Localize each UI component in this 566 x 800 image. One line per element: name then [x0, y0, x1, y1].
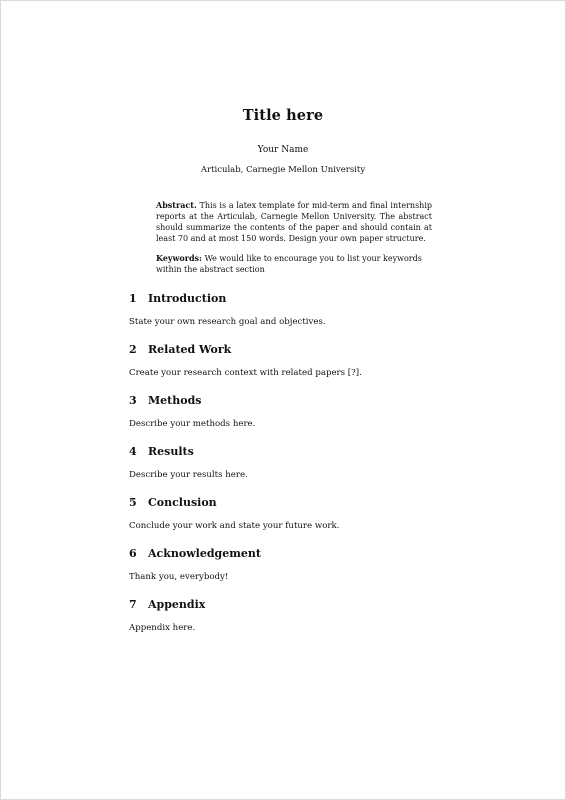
section-title: Conclusion: [148, 496, 217, 509]
section-title: Related Work: [148, 343, 232, 356]
section-body-methods: Describe your methods here.: [129, 419, 256, 429]
section-body-introduction: State your own research goal and objectives.: [129, 317, 326, 327]
section-body-appendix: Appendix here.: [129, 623, 196, 633]
section-body-conclusion: Conclude your work and state your future work.: [129, 521, 340, 531]
section-title: Acknowledgement: [148, 547, 261, 560]
section-heading-related-work: [129, 343, 231, 356]
section-title: Methods: [148, 394, 202, 407]
author-affiliation: Articulab, Carnegie Mellon University: [200, 165, 366, 175]
section-number: 6: [129, 547, 137, 560]
section-heading-appendix: [129, 598, 205, 611]
paper-title: Title here: [242, 107, 324, 124]
keywords-text: We would like to encourage you to list your keywords within the abstract section: [156, 254, 422, 274]
abstract-block: [156, 200, 432, 244]
section-title: Introduction: [148, 292, 227, 305]
section-heading-acknowledgement: [129, 547, 261, 560]
section-number: 2: [129, 343, 137, 356]
section-number: 5: [129, 496, 137, 509]
section-heading-results: [129, 445, 194, 458]
section-body-acknowledgement: Thank you, everybody!: [129, 572, 229, 582]
section-number: 4: [129, 445, 137, 458]
section-number: 1: [129, 292, 137, 305]
section-title: Results: [148, 445, 194, 458]
section-number: 3: [129, 394, 137, 407]
section-title: Appendix: [148, 598, 206, 611]
section-heading-methods: [129, 394, 201, 407]
abstract-label: Abstract.: [156, 200, 197, 210]
section-body-related-work: Create your research context with related papers [?].: [129, 368, 362, 378]
section-number: 7: [129, 598, 137, 611]
section-heading-introduction: [129, 292, 226, 305]
author-name: Your Name: [257, 145, 309, 155]
keywords-block: [156, 253, 432, 275]
keywords-label: Keywords:: [156, 253, 203, 263]
section-heading-conclusion: [129, 496, 217, 509]
section-body-results: Describe your results here.: [129, 470, 248, 480]
abstract-text: This is a latex template for mid-term and final internship reports at the Articulab, Carnegie Mellon University. The abstract should summarize the contents of the paper and should contain at least 70 and at most 150 words. Design your own paper structure.: [156, 201, 433, 243]
